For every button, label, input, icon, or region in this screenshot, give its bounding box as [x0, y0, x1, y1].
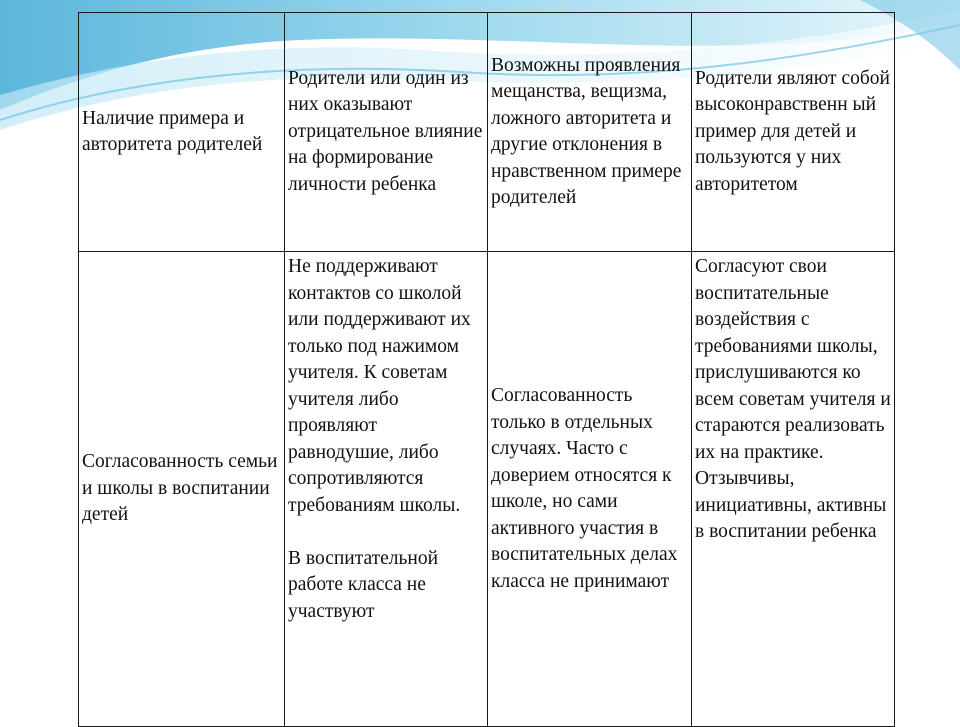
partial-level-cell: Возможны проявления мещанства, вещизма, ложного авторитета и другие отклонения в нравственном примере родителей: [488, 13, 692, 252]
criterion-cell: Наличие примера и авторитета родителей: [79, 13, 285, 252]
table-row: [79, 252, 895, 727]
criterion-cell: Согласованность семьи и школы в воспитании детей: [79, 252, 285, 727]
positive-level-cell: Согласуют свои воспитательные воздействия с требованиями школы, прислушиваются ко всем советам учителя и стараются реализовать их на практике. Отзывчивы, инициативны, активны в воспитании ребенка: [692, 252, 895, 727]
partial-level-cell: Согласованность только в отдельных случаях. Часто с доверием относятся к школе, но сами активного участия в воспитательных делах класса не принимают: [488, 252, 692, 727]
table-row: [79, 13, 895, 252]
negative-level-cell: Не поддерживают контактов со школой или поддерживают их только под нажимом учителя. К советам учителя либо проявляют равнодушие, либо сопротивляются требованиям школы. В воспитательной работе класса не участвуют: [285, 252, 488, 727]
negative-level-cell: Родители или один из них оказывают отрицательное влияние на формирование личности ребенка: [285, 13, 488, 252]
comparison-table: [78, 12, 895, 727]
positive-level-cell: Родители являют собой высоконравственн ый пример для детей и пользуются у них авторитетом: [692, 13, 895, 252]
